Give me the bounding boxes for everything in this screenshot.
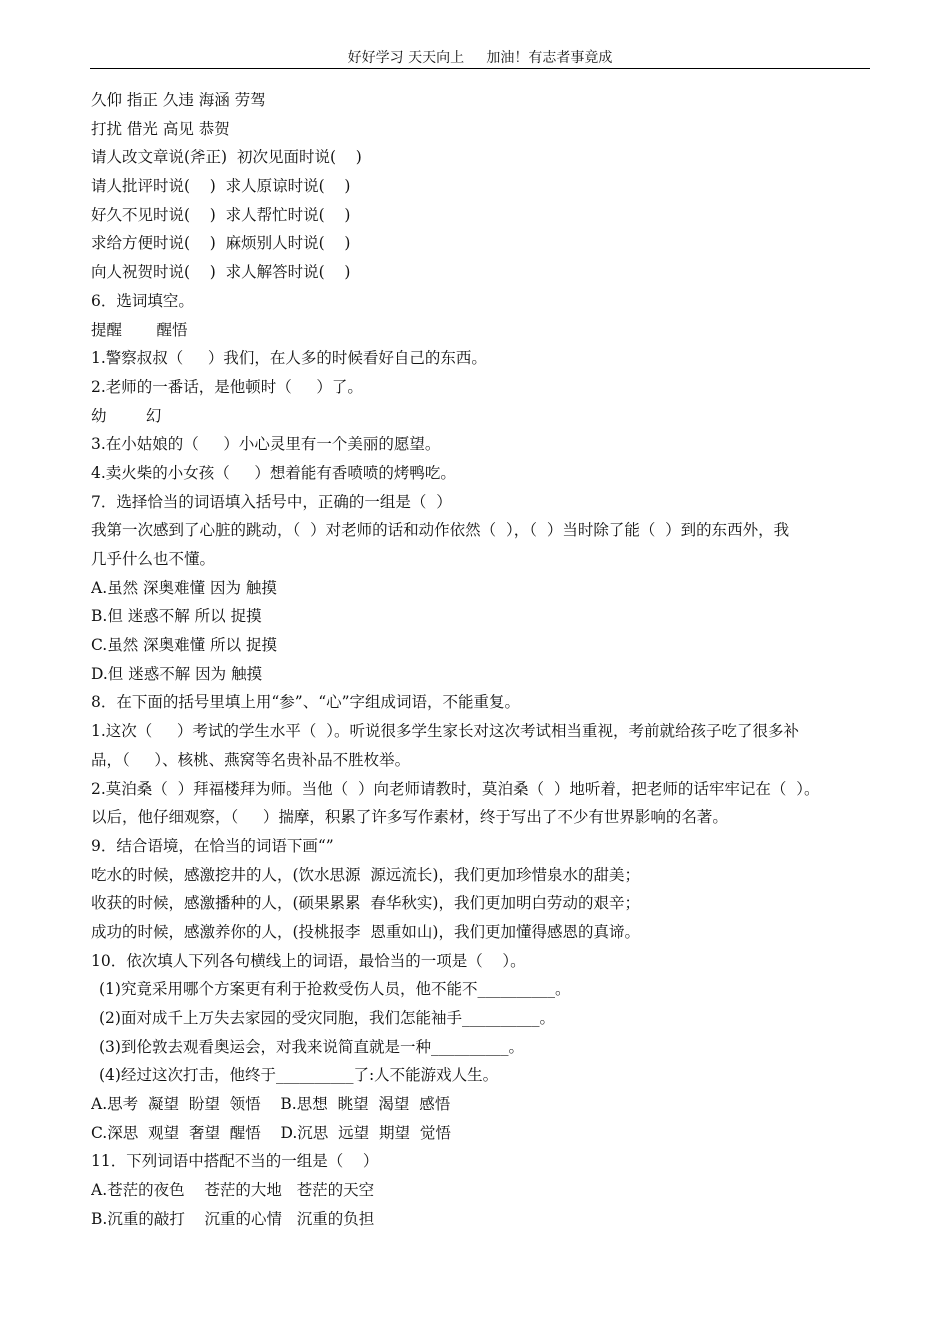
phrase-row-5: 向人祝贺时说( ) 求人解答时说( ) — [91, 263, 351, 282]
q9-sentence-3: 成功的时候，感激养你的人，(投桃报李 恩重如山)，我们更加懂得感恩的真谛。 — [91, 922, 640, 941]
q9-sentence-2: 收获的时候，感激播种的人，(硕果累累 春华秋实)，我们更加明白劳动的艰辛； — [91, 894, 640, 913]
phrase-row-1: 请人改文章说(斧正) 初次见面时说( ) — [91, 148, 362, 167]
question-7-title: 7．选择恰当的词语填入括号中，正确的一组是（ ） — [91, 492, 452, 511]
question-6-title: 6．选词填空。 — [91, 291, 194, 310]
q7-option-b: B.但 迷惑不解 所以 捉摸 — [91, 607, 262, 626]
phrase-row-4: 求给方便时说( ) 麻烦别人时说( ) — [91, 234, 351, 253]
q11-option-a: A.苍茫的夜色 苍茫的大地 苍茫的天空 — [91, 1181, 375, 1200]
page-header: 好好学习 天天向上 加油！有志者事竟成 — [90, 48, 870, 69]
q8-item-2-line-2: 以后，他仔细观察，（ ）揣摩，积累了许多写作素材，终于写出了不少有世界影响的名著。 — [91, 808, 728, 827]
q6-word-pair-1: 提醒 醒悟 — [91, 320, 188, 339]
q11-option-b: B.沉重的敲打 沉重的心情 沉重的负担 — [91, 1209, 375, 1228]
q7-option-a: A.虽然 深奥难懂 因为 触摸 — [91, 578, 277, 597]
q9-sentence-1: 吃水的时候，感激挖井的人，(饮水思源 源远流长)，我们更加珍惜泉水的甜美； — [91, 865, 640, 884]
question-11-title: 11．下列词语中搭配不当的一组是（ ） — [91, 1152, 379, 1171]
q6-item-2: 2.老师的一番话，是他顿时（ ）了。 — [91, 377, 363, 396]
q6-item-3: 3.在小姑娘的（ ）小心灵里有一个美丽的愿望。 — [91, 435, 441, 454]
q7-passage-line-1: 我第一次感到了心脏的跳动，（ ）对老师的话和动作依然（ ），（ ）当时除了能（ ）到的东西外，我 — [91, 521, 790, 540]
q10-sentence-3: (3)到伦敦去观看奥运会，对我来说简直就是一种__________。 — [99, 1037, 524, 1056]
q6-word-pair-2: 幼 幻 — [91, 406, 162, 425]
q6-item-1: 1.警察叔叔（ ）我们，在人多的时候看好自己的东西。 — [91, 349, 487, 368]
q6-item-4: 4.卖火柴的小女孩（ ）想着能有香喷喷的烤鸭吃。 — [91, 463, 456, 482]
worksheet-body — [91, 86, 876, 1234]
word-bank-line-1: 久仰 指正 久违 海涵 劳驾 — [91, 91, 266, 109]
phrase-row-3: 好久不见时说( ) 求人帮忙时说( ) — [91, 205, 351, 224]
q8-item-1-line-1: 1.这次（ ）考试的学生水平（ ）。听说很多学生家长对这次考试相当重视，考前就给孩子吃了很多补 — [91, 722, 800, 741]
q10-options-ab: A.思考 凝望 盼望 领悟 B.思想 眺望 渴望 感悟 — [91, 1095, 451, 1114]
question-8-title: 8．在下面的括号里填上用“参”、“心”字组成词语，不能重复。 — [91, 693, 521, 712]
q10-sentence-1: (1)究竟采用哪个方案更有利于抢救受伤人员，他不能不__________。 — [99, 980, 571, 999]
q7-option-c: C.虽然 深奥难懂 所以 捉摸 — [91, 636, 278, 655]
phrase-row-2: 请人批评时说( ) 求人原谅时说( ) — [91, 177, 351, 196]
q8-item-2-line-1: 2.莫泊桑（ ）拜福楼拜为师。当他（ ）向老师请教时，莫泊桑（ ）地听着，把老师的话牢牢记在（ ）。 — [91, 779, 820, 798]
q8-item-1-line-2: 品，（ ）、核桃、燕窝等名贵补品不胜枚举。 — [91, 750, 411, 769]
question-10-title: 10．依次填人下列各句横线上的词语，最恰当的一项是（ ）。 — [91, 951, 526, 970]
word-bank-line-2: 打扰 借光 高见 恭贺 — [91, 119, 230, 138]
q10-options-cd: C.深思 观望 奢望 醒悟 D.沉思 远望 期望 觉悟 — [91, 1123, 451, 1142]
q7-passage-line-2: 几乎什么也不懂。 — [91, 550, 216, 568]
q7-option-d: D.但 迷惑不解 因为 触摸 — [91, 664, 263, 683]
question-9-title: 9．结合语境，在恰当的词语下画“” — [91, 836, 334, 855]
q10-sentence-4: (4)经过这次打击，他终于__________了:人不能游戏人生。 — [99, 1066, 499, 1085]
q10-sentence-2: (2)面对成千上万失去家园的受灾同胞，我们怎能袖手__________。 — [99, 1009, 555, 1027]
